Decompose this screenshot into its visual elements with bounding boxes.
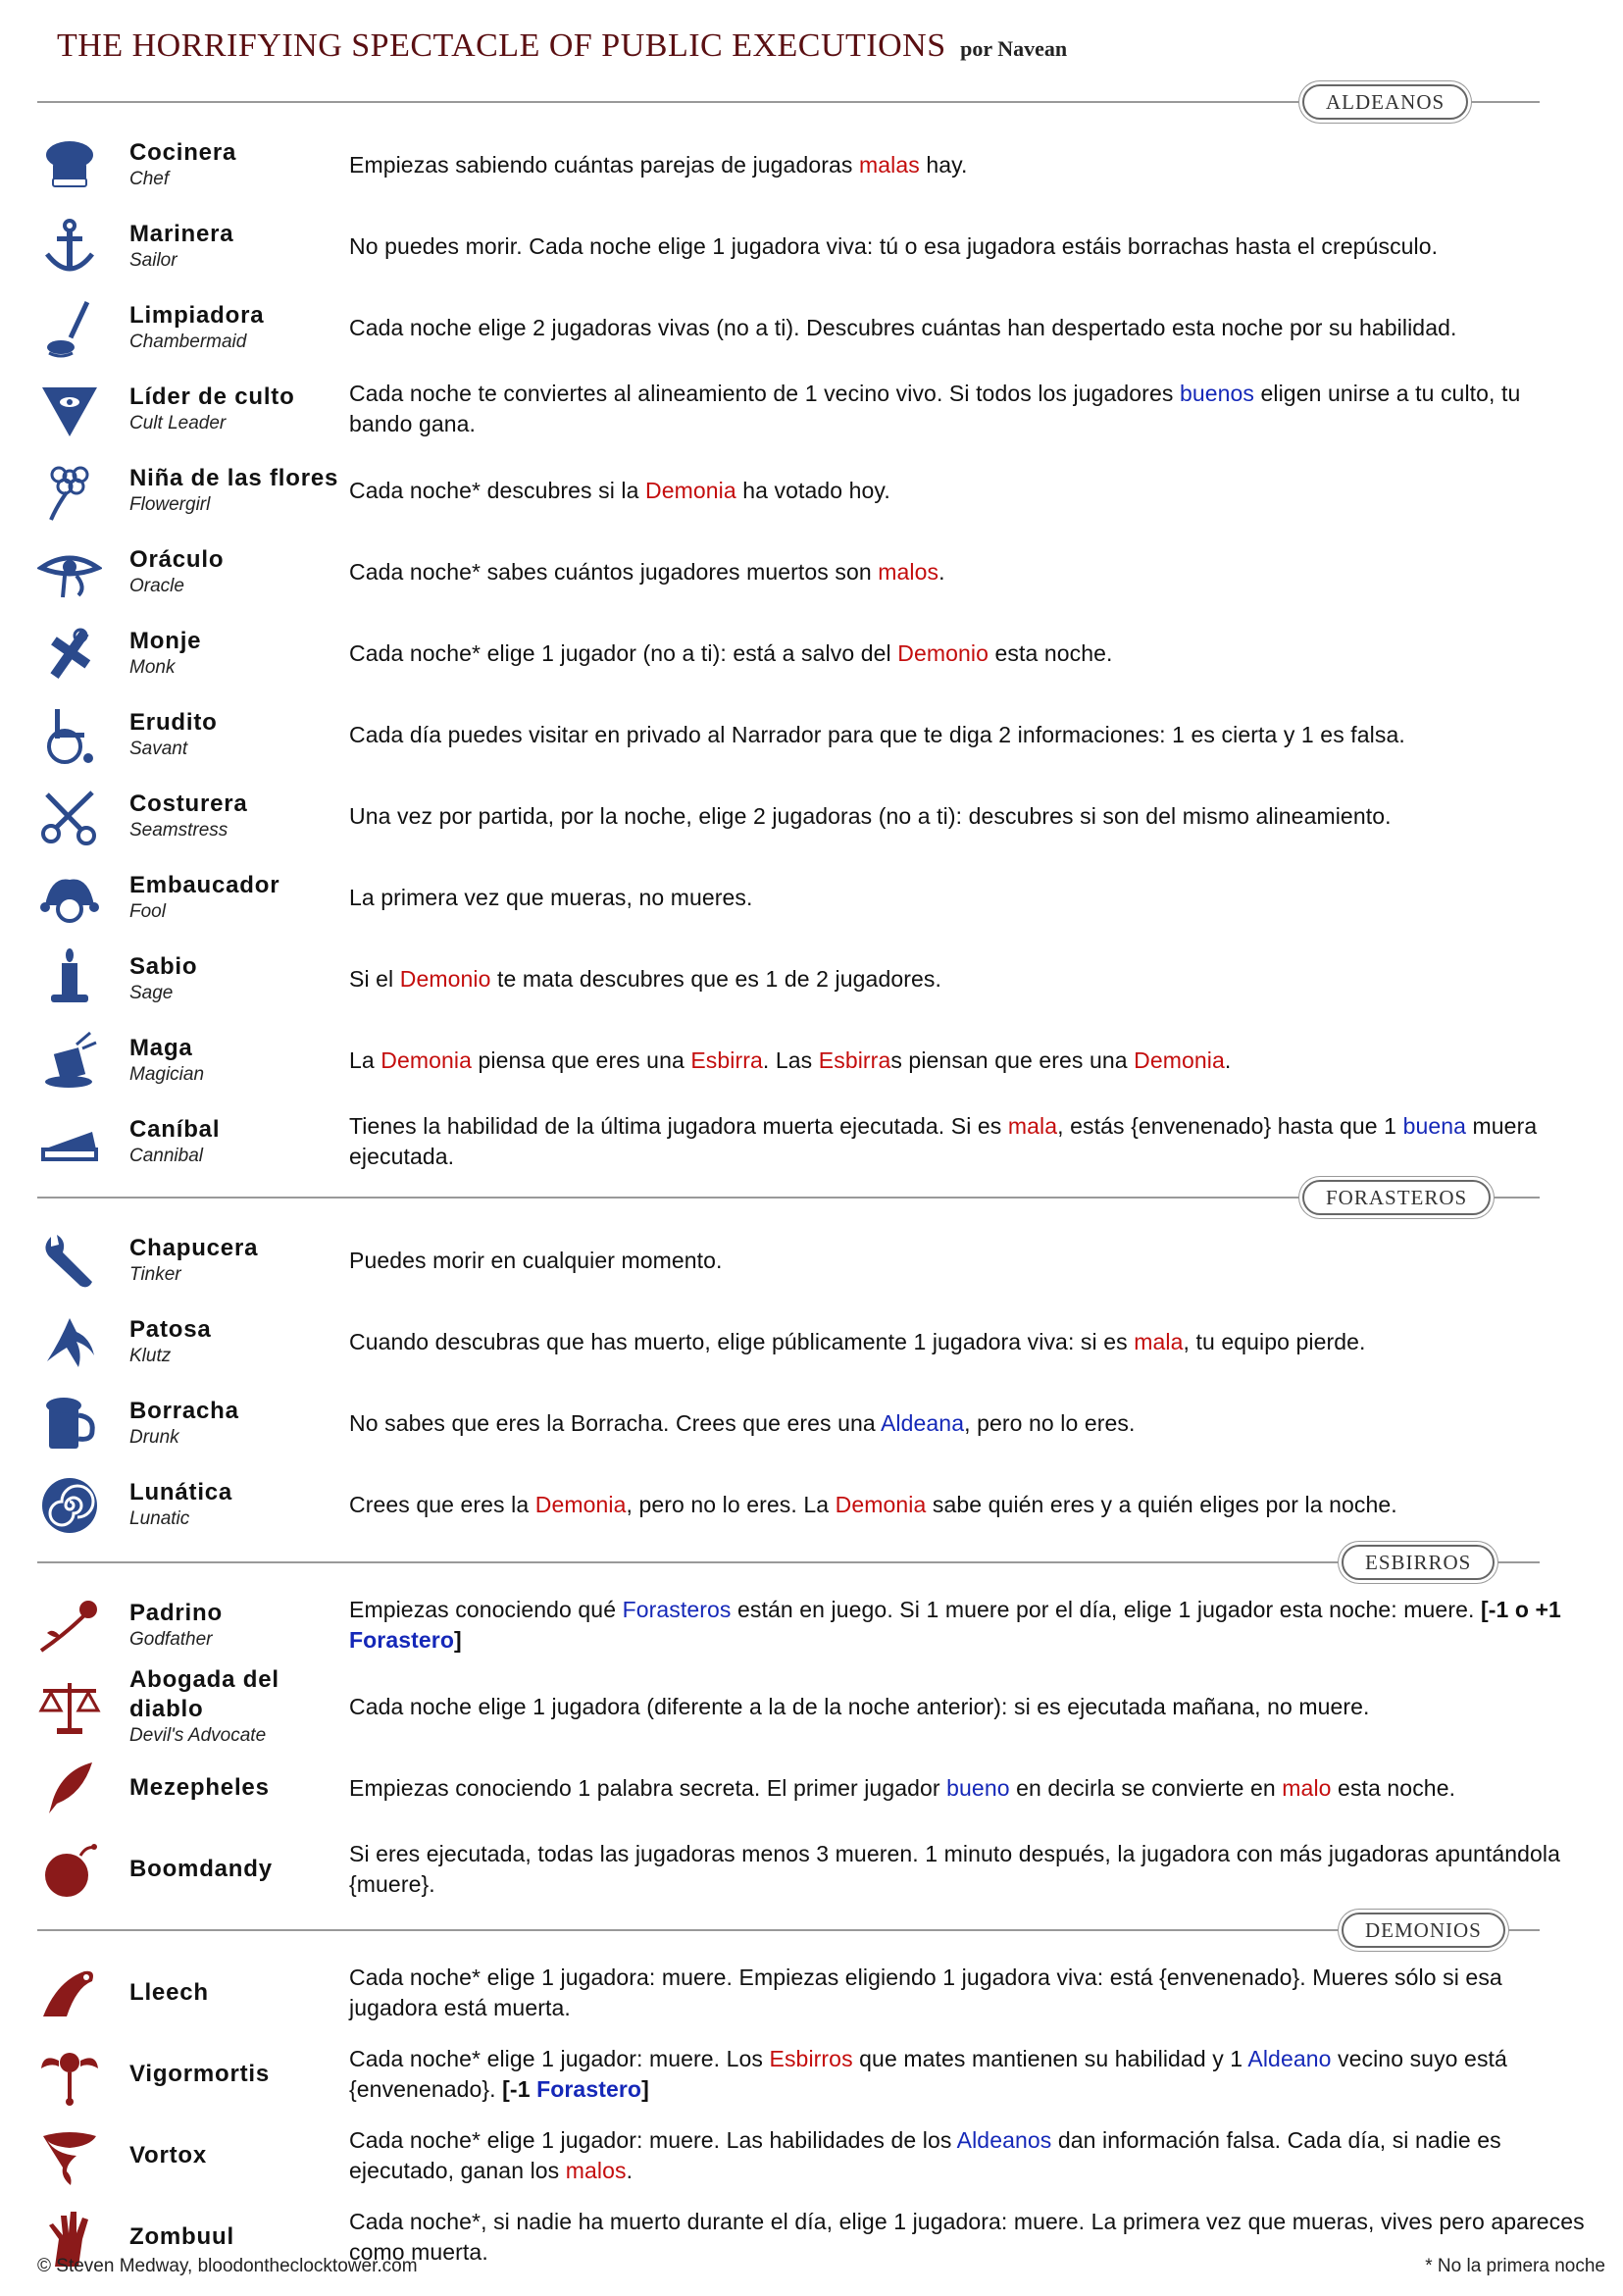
role-name-block bbox=[129, 695, 355, 774]
role-english-name: Chef bbox=[129, 169, 170, 189]
ability-text: Forastero bbox=[349, 1627, 454, 1653]
role-name: Vortox bbox=[129, 2142, 208, 2168]
role-row bbox=[37, 1830, 1561, 1909]
wrench-icon bbox=[37, 1229, 102, 1294]
role-name-block bbox=[129, 370, 355, 448]
ability-text: que mates mantienen su habilidad y 1 bbox=[852, 2046, 1248, 2071]
role-row bbox=[37, 288, 1538, 367]
role-ability bbox=[349, 1102, 1585, 1181]
role-name: Sabio bbox=[129, 953, 198, 980]
ability-text: buena bbox=[1402, 1113, 1467, 1139]
role-english-name: Sage bbox=[129, 983, 174, 1003]
triangle-eye-icon bbox=[37, 378, 102, 442]
ability-text: Si el bbox=[349, 965, 400, 992]
bomb-icon bbox=[37, 1838, 102, 1903]
role-name-block bbox=[129, 126, 355, 204]
ability-text: Cada noche*, si nadie ha muerto durante el día, elige 1 jugadora: muere. La primera vez que mueras, vives pero apareces como muerta. bbox=[349, 2209, 1585, 2265]
role-name: Marinera bbox=[129, 221, 234, 247]
role-row bbox=[37, 207, 1538, 285]
ability-text: Cada noche* elige 1 jugador: muere. Las habilidades de los bbox=[349, 2127, 957, 2153]
ability-text: , tu equipo pierde. bbox=[1183, 1328, 1366, 1354]
role-row bbox=[37, 1021, 1538, 1099]
role-name: Cocinera bbox=[129, 139, 237, 166]
page-header bbox=[57, 27, 1067, 65]
role-english-name: Savant bbox=[129, 739, 188, 759]
ability-text: están en juego. Si 1 muere por el día, elige 1 jugador esta noche: muere. bbox=[731, 1597, 1481, 1622]
role-row bbox=[37, 370, 1538, 448]
role-english-name: Devil's Advocate bbox=[129, 1725, 267, 1746]
role-english-name: Flowergirl bbox=[129, 494, 211, 515]
ability-text: No puedes morir. Cada noche elige 1 jugadora viva: tú o esa jugadora estáis borrachas hasta el crepúsculo. bbox=[349, 232, 1439, 259]
section-label-demonios: DEMONIOS bbox=[1342, 1913, 1505, 1948]
ability-text: Una vez por partida, por la noche, elige 2 jugadoras (no a ti): descubres si son del mismo alineamiento. bbox=[349, 802, 1392, 829]
role-english-name: Godfather bbox=[129, 1629, 213, 1650]
ability-text: Demonia bbox=[835, 1491, 927, 1517]
ability-text: buenos bbox=[1179, 381, 1254, 406]
role-ability bbox=[349, 777, 1585, 855]
ability-text: esta noche. bbox=[1331, 1774, 1456, 1801]
role-name: Costurera bbox=[129, 791, 248, 817]
role-name: Borracha bbox=[129, 1398, 239, 1424]
ability-text: malo bbox=[1282, 1774, 1332, 1801]
role-name: Maga bbox=[129, 1035, 193, 1061]
role-name: Zombuul bbox=[129, 2223, 234, 2250]
ability-text: Forasteros bbox=[622, 1597, 732, 1622]
ability-text: Si eres ejecutada, todas las jugadoras menos 3 mueren. 1 minuto después, la jugadora con más jugadoras apuntándola {muere}. bbox=[349, 1841, 1561, 1897]
role-name-block bbox=[129, 1586, 355, 1664]
role-name: Mezepheles bbox=[129, 1774, 270, 1801]
role-ability bbox=[349, 1749, 1585, 1827]
pie-icon bbox=[37, 1110, 102, 1175]
ability-text: Demonia bbox=[1134, 1046, 1225, 1073]
role-row bbox=[37, 1102, 1538, 1181]
role-ability bbox=[349, 1586, 1585, 1664]
role-row bbox=[37, 1667, 1538, 1746]
role-name-block bbox=[129, 1102, 355, 1181]
role-name-block bbox=[129, 207, 355, 285]
ability-text: ] bbox=[453, 1627, 462, 1653]
role-name-block bbox=[129, 1954, 355, 2032]
role-row bbox=[37, 451, 1538, 530]
role-ability bbox=[349, 288, 1585, 367]
ability-text: ha votado hoy. bbox=[735, 477, 890, 503]
section-divider-esbirros bbox=[37, 1561, 1540, 1563]
role-row bbox=[37, 1749, 1538, 1827]
top-hat-icon bbox=[37, 1029, 102, 1094]
quill-icon bbox=[37, 1757, 102, 1821]
role-english-name: Chambermaid bbox=[129, 332, 247, 352]
role-name: Limpiadora bbox=[129, 302, 265, 329]
role-name-block bbox=[129, 1749, 355, 1827]
ability-text: , estás {envenenado} hasta que 1 bbox=[1057, 1113, 1403, 1139]
ability-text: muera ejecutada. bbox=[349, 1113, 1538, 1169]
role-row bbox=[37, 2035, 1538, 2114]
ability-text: Empiezas sabiendo cuántas parejas de jugadoras bbox=[349, 151, 859, 178]
spiral-icon bbox=[37, 1473, 102, 1538]
ability-text: La primera vez que mueras, no mueres. bbox=[349, 884, 753, 910]
ability-text: , pero no lo eres. bbox=[964, 1409, 1136, 1436]
ability-text: [-1 o +1 bbox=[1480, 1597, 1561, 1622]
role-english-name: Seamstress bbox=[129, 820, 228, 841]
role-ability bbox=[349, 126, 1585, 204]
ability-text: Cada noche* elige 1 jugador: muere. Los bbox=[349, 2046, 770, 2071]
ability-text: Tienes la habilidad de la última jugadora muerta ejecutada. Si es bbox=[349, 1113, 1008, 1139]
ability-text: Cada día puedes visitar en privado al Narrador para que te diga 2 informaciones: 1 es cierta y 1 es falsa. bbox=[349, 721, 1405, 747]
role-name-block bbox=[129, 1221, 355, 1300]
ability-text: Esbirros bbox=[769, 2046, 853, 2071]
role-name: Abogada del diablo bbox=[129, 1666, 279, 1722]
role-name-block bbox=[129, 777, 355, 855]
role-row bbox=[37, 940, 1538, 1018]
anchor-icon bbox=[37, 215, 102, 280]
role-ability bbox=[349, 2035, 1585, 2114]
ability-text: te mata descubres que es 1 de 2 jugadores. bbox=[490, 965, 941, 992]
ability-text: Cada noche* elige 1 jugador (no a ti): está a salvo del bbox=[349, 639, 898, 666]
ability-text: malas bbox=[858, 151, 920, 178]
role-name: Monje bbox=[129, 628, 202, 654]
ability-text: Empiezas conociendo 1 palabra secreta. El primer jugador bbox=[349, 1774, 947, 1801]
section-label-esbirros: ESBIRROS bbox=[1342, 1545, 1495, 1580]
ability-text: La bbox=[349, 1046, 381, 1073]
ability-text: dan información falsa. Cada día, si nadie es ejecutado, ganan los bbox=[349, 2127, 1501, 2183]
leech-icon bbox=[37, 1962, 102, 2026]
mop-icon bbox=[37, 296, 102, 361]
role-name: Padrino bbox=[129, 1600, 223, 1626]
role-row bbox=[37, 614, 1538, 692]
role-name: Líder de culto bbox=[129, 383, 295, 410]
ability-text: malos bbox=[878, 558, 939, 585]
ability-text: mala bbox=[1007, 1113, 1058, 1139]
role-english-name: Cult Leader bbox=[129, 413, 227, 434]
role-name: Boomdandy bbox=[129, 1856, 273, 1882]
role-english-name: Tinker bbox=[129, 1264, 181, 1285]
role-name: Caníbal bbox=[129, 1116, 221, 1143]
ability-text: Demonia bbox=[380, 1046, 473, 1073]
role-name: Chapucera bbox=[129, 1235, 259, 1261]
ability-text: Cada noche* descubres si la bbox=[349, 477, 645, 503]
role-row bbox=[37, 1586, 1561, 1664]
role-ability bbox=[349, 614, 1585, 692]
role-name-block bbox=[129, 940, 355, 1018]
ability-text: Aldeana bbox=[880, 1409, 965, 1436]
rose-icon bbox=[37, 1594, 102, 1658]
role-name-block bbox=[129, 858, 355, 937]
role-name-block bbox=[129, 614, 355, 692]
ability-text: . bbox=[626, 2158, 634, 2183]
section-label-aldeanos: ALDEANOS bbox=[1302, 84, 1468, 120]
role-name-block bbox=[129, 1465, 355, 1544]
vortex-icon bbox=[37, 2124, 102, 2189]
role-row bbox=[37, 1302, 1538, 1381]
role-name: Erudito bbox=[129, 709, 218, 736]
ability-text: . bbox=[1224, 1046, 1232, 1073]
role-name: Niña de las flores bbox=[129, 465, 339, 491]
role-ability bbox=[349, 451, 1585, 530]
role-english-name: Lunatic bbox=[129, 1508, 190, 1529]
role-name-block bbox=[129, 2117, 355, 2195]
ability-text: malos bbox=[565, 2158, 627, 2183]
ability-text: [-1 bbox=[502, 2076, 537, 2102]
ability-text: Cuando descubras que has muerto, elige públicamente 1 jugadora viva: si es bbox=[349, 1328, 1135, 1354]
role-name-block bbox=[129, 533, 355, 611]
page-title: THE HORRIFYING SPECTACLE OF PUBLIC EXECUTIONS bbox=[57, 27, 946, 64]
scissors-icon bbox=[37, 785, 102, 849]
ability-text: bueno bbox=[946, 1774, 1010, 1801]
ability-text: Demonio bbox=[897, 639, 989, 666]
role-name-block bbox=[129, 1830, 355, 1909]
role-row bbox=[37, 126, 1538, 204]
role-row bbox=[37, 1384, 1538, 1462]
ability-text: Cada noche elige 2 jugadoras vivas (no a ti). Descubres cuántas han despertado esta noche por su habilidad. bbox=[349, 314, 1457, 340]
role-name-block bbox=[129, 451, 355, 530]
eye-of-horus-icon bbox=[37, 540, 102, 605]
role-row bbox=[37, 1465, 1538, 1544]
role-english-name: Magician bbox=[129, 1064, 205, 1085]
ability-text: Cada noche* sabes cuántos jugadores muertos son bbox=[349, 558, 879, 585]
role-english-name: Monk bbox=[129, 657, 176, 678]
ability-text: sabe quién eres y a quién eliges por la noche. bbox=[926, 1491, 1397, 1517]
ability-text: Aldeano bbox=[1247, 2046, 1332, 2071]
ability-text: Esbirra bbox=[690, 1046, 763, 1073]
banana-peel-icon bbox=[37, 1310, 102, 1375]
ability-text: esta noche. bbox=[988, 639, 1113, 666]
role-ability bbox=[349, 1465, 1585, 1544]
role-name: Vigormortis bbox=[129, 2061, 271, 2087]
ability-text: Demonia bbox=[644, 477, 736, 503]
cross-icon bbox=[37, 622, 102, 687]
role-ability bbox=[349, 1302, 1585, 1381]
role-row bbox=[37, 695, 1538, 774]
ability-text: Puedes morir en cualquier momento. bbox=[349, 1247, 723, 1273]
role-ability bbox=[349, 1954, 1585, 2032]
ability-text: Empiezas conociendo qué bbox=[349, 1597, 623, 1622]
role-ability bbox=[349, 533, 1585, 611]
ability-text: en decirla se convierte en bbox=[1009, 1774, 1283, 1801]
ability-text: Cada noche elige 1 jugadora (diferente a la de la noche anterior): si es ejecutada mañana, no muere. bbox=[349, 1693, 1370, 1719]
ability-text: Crees que eres la bbox=[349, 1491, 535, 1517]
ability-text: mala bbox=[1134, 1328, 1184, 1354]
role-ability bbox=[349, 1384, 1585, 1462]
section-label-forasteros: FORASTEROS bbox=[1302, 1180, 1491, 1215]
ability-text: Forastero bbox=[536, 2076, 642, 2102]
ability-text: . Las bbox=[762, 1046, 819, 1073]
ability-text: Cada noche te conviertes al alineamiento de 1 vecino vivo. Si todos los jugadores bbox=[349, 381, 1180, 406]
copyright-credit: © Steven Medway, bloodontheclocktower.com bbox=[37, 2256, 418, 2276]
role-english-name: Sailor bbox=[129, 250, 178, 271]
role-name-block bbox=[129, 1021, 355, 1099]
role-ability bbox=[349, 858, 1585, 937]
byline: por Navean bbox=[960, 36, 1068, 61]
role-name-block bbox=[129, 1384, 355, 1462]
section-divider-demonios bbox=[37, 1929, 1540, 1931]
ability-text: piensa que eres una bbox=[472, 1046, 691, 1073]
role-ability bbox=[349, 2198, 1585, 2276]
role-row bbox=[37, 1954, 1538, 2032]
ability-text: ] bbox=[641, 2076, 649, 2102]
role-name: Patosa bbox=[129, 1316, 212, 1343]
role-ability bbox=[349, 1221, 1585, 1300]
role-english-name: Fool bbox=[129, 901, 166, 922]
role-ability bbox=[349, 940, 1585, 1018]
role-name-block bbox=[129, 2035, 355, 2114]
role-ability bbox=[349, 370, 1585, 448]
ability-text: Cada noche* elige 1 jugadora: muere. Empiezas eligiendo 1 jugadora viva: está {envenenado}. Mueres sólo si esa jugadora está muerta. bbox=[349, 1964, 1502, 2020]
role-english-name: Klutz bbox=[129, 1346, 172, 1366]
role-ability bbox=[349, 207, 1585, 285]
role-row bbox=[37, 1221, 1538, 1300]
candle-icon bbox=[37, 947, 102, 1012]
role-row bbox=[37, 2117, 1538, 2195]
role-ability bbox=[349, 1830, 1585, 1909]
flower-icon bbox=[37, 459, 102, 524]
ability-text: s piensan que eres una bbox=[890, 1046, 1135, 1073]
first-night-note: * No la primera noche bbox=[1425, 2256, 1605, 2276]
role-english-name: Drunk bbox=[129, 1427, 179, 1448]
role-row bbox=[37, 777, 1538, 855]
role-ability bbox=[349, 1021, 1585, 1099]
role-english-name: Cannibal bbox=[129, 1146, 203, 1166]
ability-text: , pero no lo eres. La bbox=[626, 1491, 836, 1517]
chef-hat-icon bbox=[37, 133, 102, 198]
ability-text: . bbox=[938, 558, 945, 585]
winged-skull-icon bbox=[37, 2043, 102, 2108]
ability-text: hay. bbox=[919, 151, 968, 178]
ability-text: Demonia bbox=[534, 1491, 627, 1517]
role-name: Oráculo bbox=[129, 546, 225, 573]
role-ability bbox=[349, 1667, 1585, 1746]
ability-text: vecino suyo está {envenenado}. bbox=[349, 2046, 1507, 2102]
role-english-name: Oracle bbox=[129, 576, 184, 596]
wheelchair-icon bbox=[37, 703, 102, 768]
role-name-block bbox=[129, 1667, 355, 1746]
ability-text: Demonio bbox=[399, 965, 491, 992]
ability-text: Esbirra bbox=[818, 1046, 891, 1073]
scales-icon bbox=[37, 1675, 102, 1740]
role-name-block bbox=[129, 288, 355, 367]
ability-text: eligen unirse a tu culto, tu bando gana. bbox=[349, 381, 1521, 436]
jester-icon bbox=[37, 866, 102, 931]
role-name: Lleech bbox=[129, 1979, 209, 2006]
ability-text: No sabes que eres la Borracha. Crees que eres una bbox=[349, 1409, 881, 1436]
ability-text: Aldeanos bbox=[956, 2127, 1052, 2153]
role-ability bbox=[349, 695, 1585, 774]
role-ability bbox=[349, 2117, 1585, 2195]
beer-mug-icon bbox=[37, 1392, 102, 1456]
role-row bbox=[37, 533, 1538, 611]
role-name: Embaucador bbox=[129, 872, 280, 898]
role-name: Lunática bbox=[129, 1479, 233, 1505]
role-name-block bbox=[129, 1302, 355, 1381]
role-row bbox=[37, 858, 1538, 937]
